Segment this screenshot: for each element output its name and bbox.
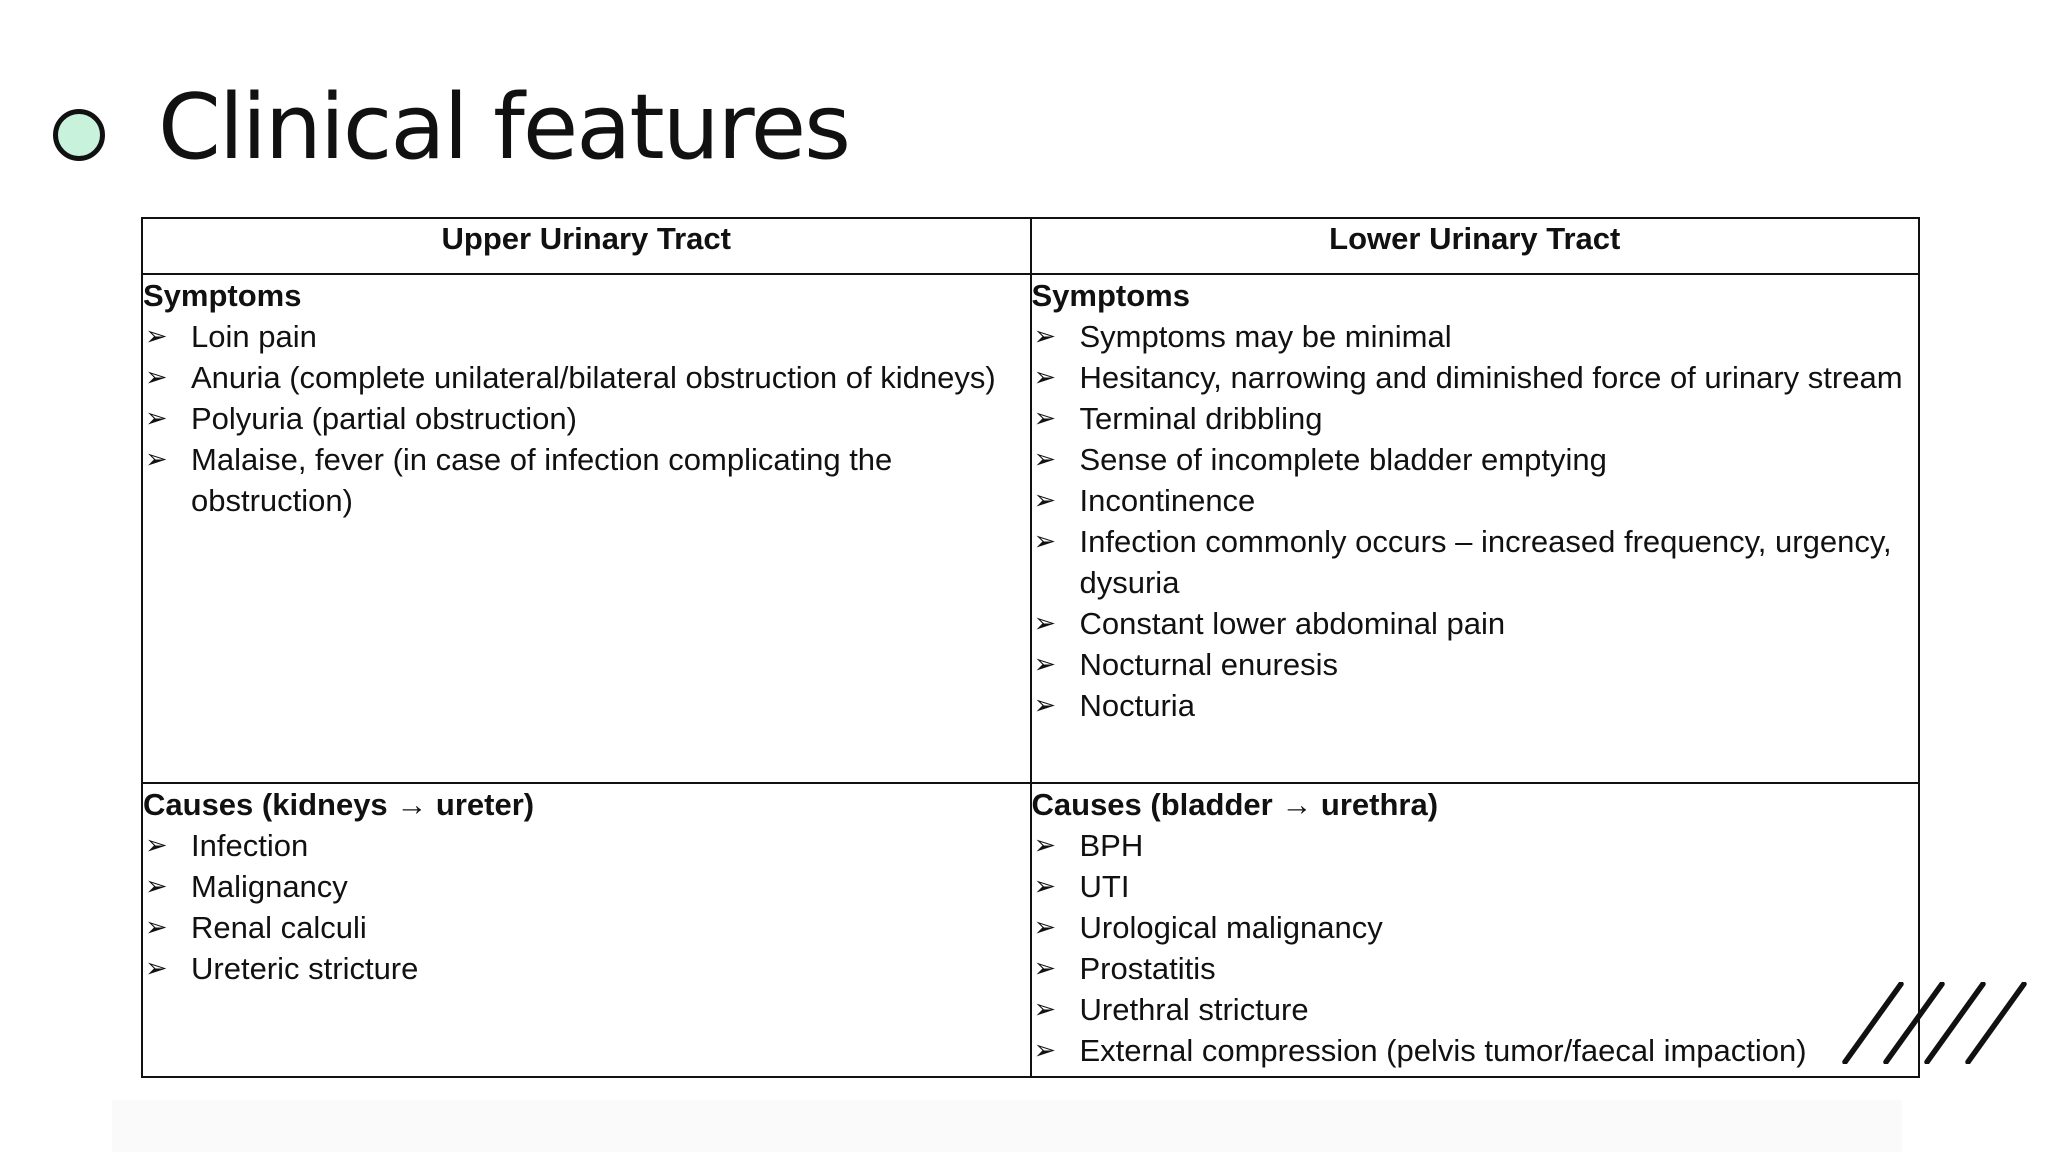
list-item: [1032, 603, 1919, 644]
list-item-text: Malignancy: [191, 869, 348, 904]
arrow-bullet-icon: ➢: [1033, 953, 1057, 984]
arrow-bullet-icon: ➢: [145, 362, 168, 393]
list-item: [143, 866, 1030, 907]
arrow-bullet-icon: ➢: [1033, 608, 1057, 639]
list-item-text: Nocturnal enuresis: [1079, 647, 1338, 682]
lower-symptoms-list: [1032, 316, 1919, 726]
list-item-text: Polyuria (partial obstruction): [191, 401, 577, 436]
arrow-bullet-icon: ➢: [1033, 1035, 1057, 1066]
list-item: [143, 398, 1030, 439]
upper-symptoms-label: Symptoms: [143, 278, 302, 313]
arrow-bullet-icon: ➢: [145, 871, 168, 902]
upper-symptoms-list: [143, 316, 1030, 521]
arrow-bullet-icon: ➢: [1033, 649, 1057, 680]
list-item-text: Prostatitis: [1079, 951, 1216, 986]
list-item: [1032, 907, 1919, 948]
header-lower-urinary-tract: Lower Urinary Tract: [1031, 218, 1920, 274]
title-bullet-circle-icon: [53, 109, 105, 161]
arrow-bullet-icon: ➢: [1033, 871, 1057, 902]
list-item-text: BPH: [1079, 828, 1144, 863]
list-item-text: Urethral stricture: [1079, 992, 1309, 1027]
list-item-text: Terminal dribbling: [1079, 401, 1323, 436]
list-item-text: Symptoms may be minimal: [1079, 319, 1452, 354]
list-item: [1032, 866, 1919, 907]
lower-causes-cell: [1031, 783, 1920, 1077]
lower-symptoms-cell: [1031, 274, 1920, 783]
list-item-text: Renal calculi: [191, 910, 367, 945]
upper-causes-cell: [142, 783, 1031, 1077]
list-item-text: Anuria (complete unilateral/bilateral obstruction of kidneys): [191, 360, 996, 395]
list-item-text: UTI: [1079, 869, 1130, 904]
upper-causes-label: Causes (kidneys → ureter): [143, 787, 535, 822]
list-item: [1032, 644, 1919, 685]
lower-symptoms-label: Symptoms: [1031, 278, 1190, 313]
arrow-bullet-icon: ➢: [1033, 690, 1057, 721]
footer-strip: [112, 1100, 1902, 1152]
arrow-bullet-icon: ➢: [145, 444, 168, 475]
header-upper-urinary-tract: Upper Urinary Tract: [142, 218, 1031, 274]
arrow-bullet-icon: ➢: [145, 830, 168, 861]
list-item: [1032, 685, 1919, 726]
list-item: [143, 825, 1030, 866]
arrow-bullet-icon: ➢: [145, 953, 168, 984]
list-item-text: Malaise, fever (in case of infection complicating the obstruction): [191, 442, 893, 518]
arrow-bullet-icon: ➢: [1033, 830, 1057, 861]
list-item: [1032, 480, 1919, 521]
list-item: [1032, 439, 1919, 480]
decorative-stripes-icon: [1841, 982, 2036, 1064]
list-item: [1032, 316, 1919, 357]
causes-row: [142, 783, 1919, 1077]
upper-causes-list: [143, 825, 1030, 989]
arrow-bullet-icon: ➢: [145, 321, 168, 352]
list-item: [1032, 357, 1919, 398]
list-item: [143, 316, 1030, 357]
lower-causes-list: [1032, 825, 1919, 1071]
list-item: [1032, 948, 1919, 989]
arrow-bullet-icon: ➢: [1033, 403, 1057, 434]
upper-symptoms-cell: [142, 274, 1031, 783]
arrow-bullet-icon: ➢: [1033, 485, 1057, 516]
list-item-text: Loin pain: [191, 319, 317, 354]
symptoms-row: [142, 274, 1919, 783]
arrow-bullet-icon: ➢: [1033, 444, 1057, 475]
list-item: [143, 357, 1030, 398]
arrow-bullet-icon: ➢: [1033, 321, 1057, 352]
list-item-text: Nocturia: [1079, 688, 1195, 723]
list-item-text: Incontinence: [1079, 483, 1256, 518]
list-item: [143, 907, 1030, 948]
list-item: [143, 948, 1030, 989]
page-title: Clinical features: [158, 75, 849, 180]
list-item: [1032, 521, 1919, 603]
list-item-text: Infection commonly occurs – increased frequency, urgency, dysuria: [1079, 524, 1892, 600]
arrow-bullet-icon: ➢: [1033, 994, 1057, 1025]
list-item-text: Constant lower abdominal pain: [1079, 606, 1506, 641]
arrow-bullet-icon: ➢: [1033, 912, 1057, 943]
arrow-bullet-icon: ➢: [1033, 362, 1057, 393]
arrow-bullet-icon: ➢: [1033, 526, 1057, 557]
list-item-text: Sense of incomplete bladder emptying: [1079, 442, 1607, 477]
clinical-features-table: [141, 217, 1920, 1078]
list-item: [1032, 825, 1919, 866]
arrow-bullet-icon: ➢: [145, 912, 168, 943]
list-item-text: External compression (pelvis tumor/faecal impaction): [1079, 1033, 1807, 1068]
list-item: [1032, 1030, 1919, 1071]
list-item-text: Infection: [191, 828, 309, 863]
list-item-text: Urological malignancy: [1079, 910, 1383, 945]
table-header-row: [142, 218, 1919, 274]
list-item-text: Hesitancy, narrowing and diminished force of urinary stream: [1079, 360, 1903, 395]
list-item: [143, 439, 1030, 521]
list-item: [1032, 398, 1919, 439]
arrow-bullet-icon: ➢: [145, 403, 168, 434]
lower-causes-label: Causes (bladder → urethra): [1031, 787, 1439, 822]
list-item-text: Ureteric stricture: [191, 951, 419, 986]
list-item: [1032, 989, 1919, 1030]
